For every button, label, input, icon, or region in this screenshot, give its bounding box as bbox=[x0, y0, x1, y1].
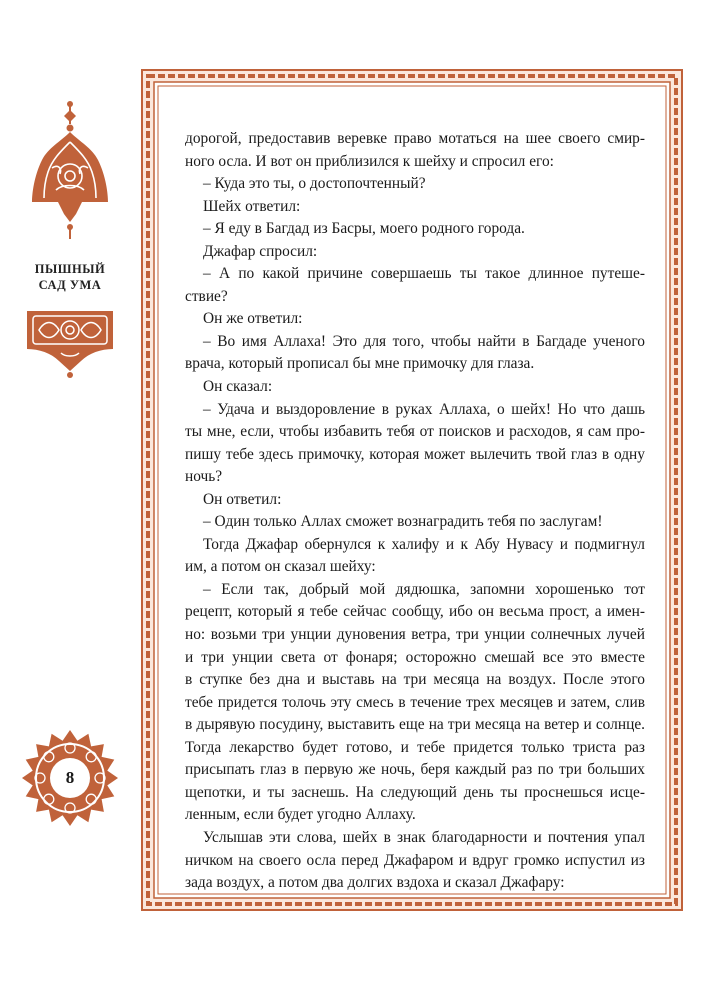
text-line: рецепт, который я тебе сейчас сообщу, ибо он весьма прост, а имен- bbox=[185, 603, 645, 621]
text-line: им, а потом он сказал шейху: bbox=[185, 558, 376, 576]
text-line: дорогой, предоставив веревке право мотаться на шее своего смир- bbox=[185, 130, 645, 147]
text-line: Он ответил: bbox=[203, 490, 282, 508]
page-number: 8 bbox=[65, 768, 75, 787]
middle-ornament-icon bbox=[25, 305, 115, 381]
text-line: – Если так, добрый мой дядюшка, запомни хорошенько тот bbox=[203, 580, 645, 598]
text-line: Джафар спросил: bbox=[203, 242, 318, 260]
text-line: ночь? bbox=[185, 468, 223, 486]
text-line: пишу тебе здесь примочку, которая может вылечить твой глаз в одну bbox=[185, 445, 645, 463]
text-line: ленным, если будет угодно Аллаху. bbox=[185, 806, 416, 824]
text-line: зада воздух, а потом два долгих вздоха и сказал Джафару: bbox=[185, 874, 565, 892]
text-line: – Куда это ты, о достопочтенный? bbox=[203, 175, 426, 193]
text-line: Тогда Джафар обернулся к халифу и к Абу Нувасу и подмигнул bbox=[203, 535, 645, 553]
text-line: Он сказал: bbox=[203, 378, 273, 396]
text-line: – Удача и выздоровление в руках Аллаха, о шейх! Но что дашь bbox=[203, 400, 645, 418]
text-line: – Я еду в Багдад из Басры, моего родного города. bbox=[203, 220, 525, 238]
text-line: ного осла. И вот он приблизился к шейху и спросил его: bbox=[185, 152, 554, 170]
text-line: Он же ответил: bbox=[203, 310, 303, 328]
page-number-medallion bbox=[20, 728, 120, 828]
text-line: Услышав эти слова, шейх в знак благодарности и почтения упал bbox=[203, 828, 645, 846]
text-line: – Один только Аллах сможет вознаградить тебя по заслугам! bbox=[203, 513, 603, 531]
text-line: тебе придется толочь эту смесь в течение трех месяцев и затем, слив bbox=[185, 693, 645, 711]
text-line: щепотки, и ты заснешь. На следующий день ты проснешься исце- bbox=[185, 783, 645, 801]
text-line: – А по какой причине совершаешь ты такое длинное путеше- bbox=[203, 265, 645, 283]
text-line: и три унции света от фонаря; осторожно смешай все это вместе bbox=[185, 648, 645, 666]
text-line: в дырявую посудину, выставить еще на три месяца на ветер и солнце. bbox=[185, 716, 645, 734]
book-title-line1: ПЫШНЫЙ bbox=[34, 262, 106, 276]
text-line: но: возьми три унции дуновения ветра, три унции солнечных лучей bbox=[185, 626, 645, 644]
book-title bbox=[35, 261, 105, 293]
text-line: в ступке без дна и выставь на три месяца на воздух. После этого bbox=[185, 671, 645, 689]
main-text bbox=[185, 128, 645, 895]
text-line: Шейх ответил: bbox=[203, 197, 301, 215]
text-line: присыпать глаз в первую же ночь, беря каждый раз по три больших bbox=[185, 761, 645, 779]
text-line: Тогда лекарство будет готово, и тебе придется только триста раз bbox=[185, 738, 645, 756]
text-line: – Во имя Аллаха! Это для того, чтобы найти в Багдаде ученого bbox=[203, 332, 645, 350]
text-line: ничком на своего осла перед Джафаром и вдруг громко испустил из bbox=[185, 851, 645, 869]
text-line: ты мне, если, чтобы избавить тебя от поисков и расходов, я сам про- bbox=[185, 423, 645, 441]
sidebar bbox=[20, 98, 120, 381]
text-line: врача, который прописал бы мне примочку для глаза. bbox=[185, 355, 535, 373]
text-line: ствие? bbox=[185, 287, 228, 305]
book-title-line2: САД УМА bbox=[38, 278, 102, 292]
top-ornament-icon bbox=[30, 98, 110, 243]
